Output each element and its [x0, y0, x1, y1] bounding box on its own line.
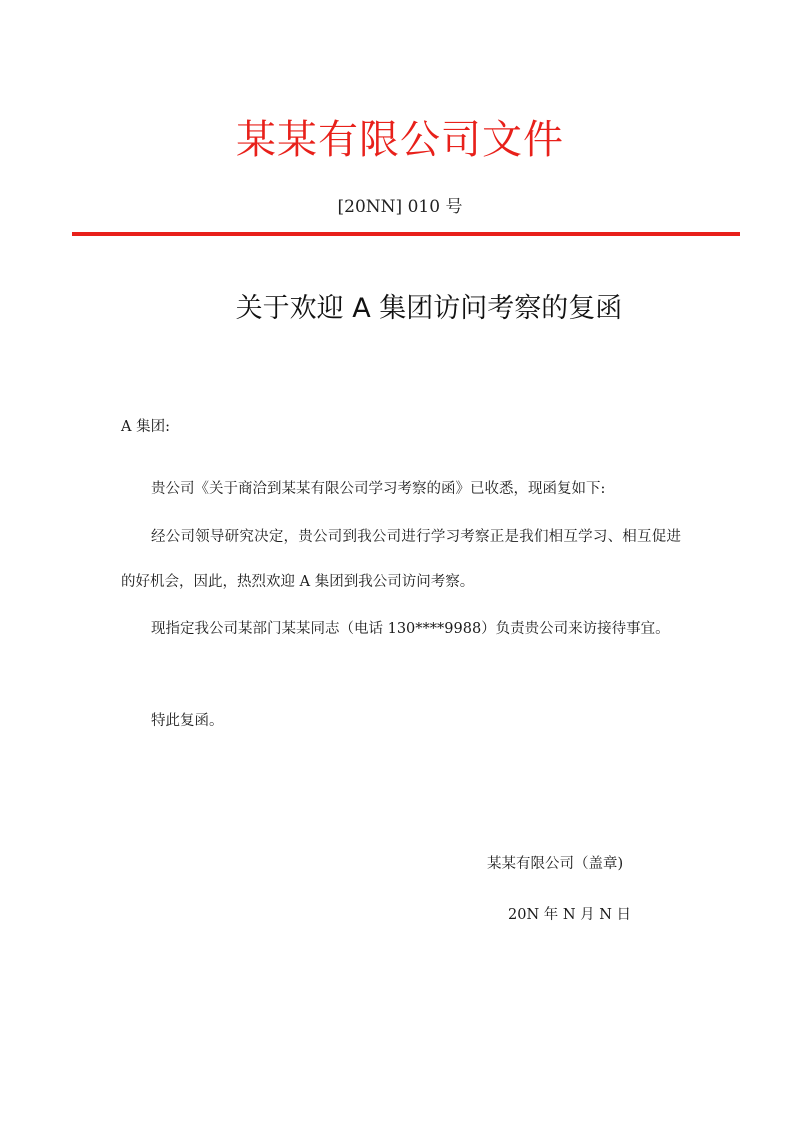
- signature-date: 20N 年 N 月 N 日: [508, 907, 632, 923]
- signer-company: 某某有限公司（盖章): [487, 856, 624, 872]
- red-divider-line: [72, 232, 740, 236]
- body-paragraph-3: 现指定我公司某部门某某同志（电话 130****9988）负责贵公司来访接待事宜。: [151, 620, 670, 637]
- letter-title: 关于欢迎 A 集团访问考察的复函: [235, 293, 623, 324]
- closing-paragraph: 特此复函。: [151, 712, 224, 729]
- addressee: A 集团:: [121, 419, 170, 435]
- body-paragraph-2: 经公司领导研究决定，贵公司到我公司进行学习考察正是我们相互学习、相互促进的好机会，因此，热烈欢迎 A 集团到我公司访问考察。: [121, 528, 681, 590]
- document-header-title: 某某有限公司文件: [236, 117, 564, 163]
- body-paragraph-1: 贵公司《关于商洽到某某有限公司学习考察的函》已收悉，现函复如下:: [151, 480, 606, 497]
- document-number: [20NN] 010 号: [337, 197, 463, 217]
